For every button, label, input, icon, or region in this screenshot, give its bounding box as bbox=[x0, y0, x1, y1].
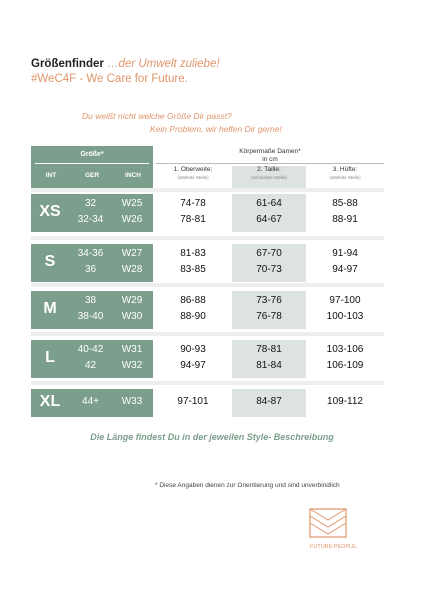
size-int: XL bbox=[39, 393, 61, 410]
col-bust bbox=[156, 166, 230, 180]
hashtag: #WeC4F - We Care for Future. bbox=[31, 73, 188, 85]
size-header bbox=[31, 146, 153, 189]
col-hips bbox=[308, 166, 382, 180]
size-header-title: Größe* bbox=[80, 151, 104, 158]
size-ger: 44+ bbox=[82, 396, 99, 407]
length-note: Die Länge findest Du in der jeweilen Style- Beschreibung bbox=[90, 432, 334, 442]
size-header-divider bbox=[35, 163, 149, 164]
logo-text: FUTURE:PEOPLE. bbox=[310, 544, 358, 550]
hips-value: 94-97 bbox=[332, 264, 358, 275]
title-main: Größenfinder bbox=[31, 58, 104, 70]
size-row-4 bbox=[31, 389, 153, 417]
col-waist-label: 2. Taille: bbox=[257, 166, 281, 173]
col-bust-sub: (stärkste Stelle) bbox=[177, 175, 209, 180]
waist-value: 84-87 bbox=[256, 396, 282, 407]
bust-value: 81-83 bbox=[180, 248, 206, 259]
col-ger: GER bbox=[84, 172, 100, 179]
future-people-logo-icon bbox=[308, 507, 348, 539]
page-title bbox=[31, 58, 220, 70]
waist-value: 67-70 bbox=[256, 248, 282, 259]
col-inch: INCH bbox=[125, 172, 141, 179]
size-inch: W29 bbox=[121, 295, 143, 306]
bust-value: 94-97 bbox=[180, 360, 206, 371]
title-accent: …der Umwelt zuliebe! bbox=[107, 58, 220, 70]
intro-question: Du weißt nicht welche Größe Dir passt? bbox=[82, 111, 232, 121]
measures-header-divider bbox=[156, 163, 384, 164]
size-ger: 36 bbox=[84, 264, 97, 275]
size-row-2 bbox=[31, 291, 153, 329]
size-row-0 bbox=[31, 194, 153, 232]
measures-row-3 bbox=[156, 340, 384, 378]
intro-answer: Kein Problem, wir helfen Dir gerne! bbox=[150, 124, 282, 134]
measures-unit: in cm bbox=[262, 156, 278, 163]
waist-value: 64-67 bbox=[256, 214, 282, 225]
size-ger: 38 bbox=[84, 295, 97, 306]
row-separator bbox=[31, 283, 384, 287]
waist-value: 78-81 bbox=[256, 344, 282, 355]
size-inch: W26 bbox=[121, 214, 143, 225]
size-ger: 34-36 bbox=[77, 248, 104, 259]
hips-value: 85-88 bbox=[332, 198, 358, 209]
size-inch: W27 bbox=[121, 248, 143, 259]
measures-row-0 bbox=[156, 194, 384, 232]
col-waist-sub: (schmalste Stelle) bbox=[251, 175, 287, 180]
col-waist bbox=[232, 166, 306, 189]
waist-value: 76-78 bbox=[256, 311, 282, 322]
size-inch: W32 bbox=[121, 360, 143, 371]
size-inch: W31 bbox=[121, 344, 143, 355]
hips-value: 100-103 bbox=[326, 311, 364, 322]
size-ger: 40-42 bbox=[77, 344, 104, 355]
size-ger: 38-40 bbox=[77, 311, 104, 322]
measures-row-4 bbox=[156, 389, 384, 417]
waist-value: 81-84 bbox=[256, 360, 282, 371]
size-ger: 42 bbox=[84, 360, 97, 371]
col-hips-sub: (stärkste Stelle) bbox=[329, 175, 361, 180]
row-separator bbox=[31, 236, 384, 240]
size-row-3 bbox=[31, 340, 153, 378]
waist-value: 73-76 bbox=[256, 295, 282, 306]
hips-value: 88-91 bbox=[332, 214, 358, 225]
size-int: L bbox=[45, 349, 55, 366]
size-int: XS bbox=[39, 203, 61, 220]
size-ger: 32 bbox=[84, 198, 97, 209]
hips-value: 106-109 bbox=[326, 360, 364, 371]
bust-value: 83-85 bbox=[180, 264, 206, 275]
col-bust-label: 1. Oberweite: bbox=[173, 166, 213, 173]
bust-value: 88-90 bbox=[180, 311, 206, 322]
row-separator bbox=[31, 332, 384, 336]
footnote: * Diese Angaben dienen zur Orientierung und sind unverbindlich bbox=[155, 482, 340, 489]
measures-header bbox=[156, 146, 384, 189]
col-hips-label: 3. Hüfte: bbox=[332, 166, 358, 173]
waist-value: 61-64 bbox=[256, 198, 282, 209]
hips-value: 109-112 bbox=[327, 396, 363, 407]
size-inch: W30 bbox=[121, 311, 143, 322]
waist-value: 70-73 bbox=[256, 264, 282, 275]
size-int: S bbox=[44, 253, 56, 270]
bust-value: 78-81 bbox=[180, 214, 206, 225]
bust-value: 86-88 bbox=[180, 295, 206, 306]
measures-title: Körpermaße Damen* bbox=[239, 148, 301, 155]
size-inch: W33 bbox=[121, 396, 143, 407]
measures-row-2 bbox=[156, 291, 384, 329]
size-inch: W25 bbox=[121, 198, 143, 209]
hips-value: 91-94 bbox=[332, 248, 358, 259]
measures-row-1 bbox=[156, 244, 384, 282]
measures-header-title bbox=[156, 148, 384, 164]
bust-value: 90-93 bbox=[180, 344, 206, 355]
row-separator bbox=[31, 188, 384, 192]
size-inch: W28 bbox=[121, 264, 143, 275]
size-row-1 bbox=[31, 244, 153, 282]
row-separator bbox=[31, 381, 384, 385]
size-int: M bbox=[43, 300, 57, 317]
size-ger: 32-34 bbox=[77, 214, 104, 225]
bust-value: 97-101 bbox=[177, 396, 209, 407]
bust-value: 74-78 bbox=[180, 198, 206, 209]
col-int: INT bbox=[45, 172, 57, 179]
hips-value: 97-100 bbox=[329, 295, 361, 306]
hips-value: 103-106 bbox=[326, 344, 364, 355]
